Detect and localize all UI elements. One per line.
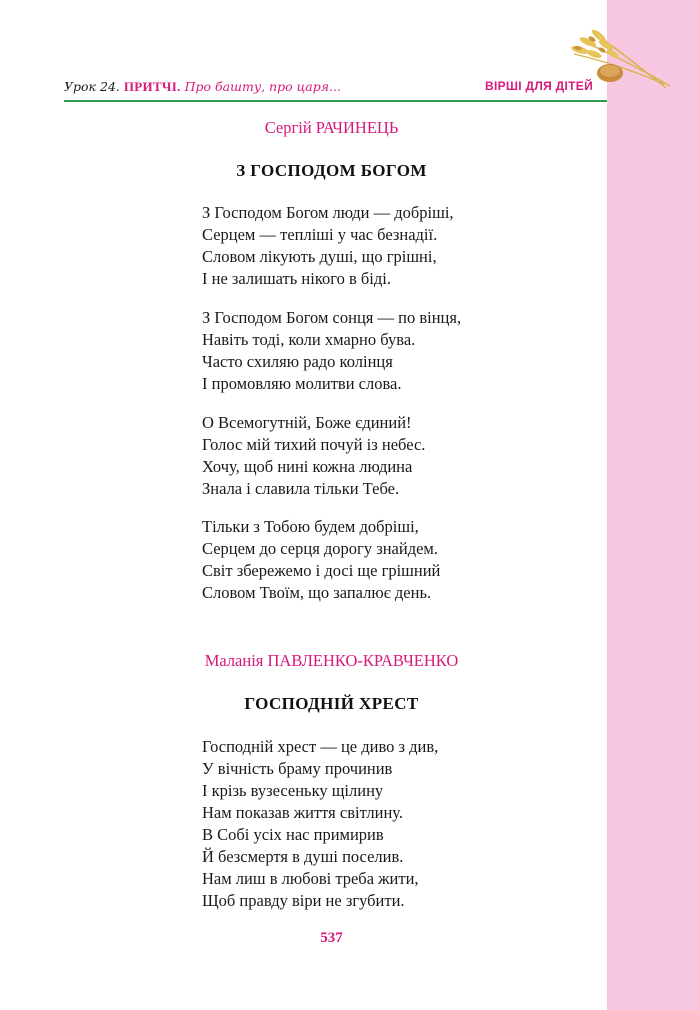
side-decorative-band [607, 0, 699, 1010]
poem-line: З Господом Богом люди — добріші, [202, 203, 454, 222]
poem-line: І не залишать нікого в біді. [202, 269, 391, 288]
poem-line: Навіть тоді, коли хмарно бува. [202, 330, 416, 349]
poem-line: Серцем — тепліші у час безнадії. [202, 225, 438, 244]
poem-line: Господній хрест — це диво з див, [202, 737, 439, 756]
running-header [64, 79, 599, 99]
poem-line: Знала і славила тільки Тебе. [202, 479, 400, 498]
poem-line: О Всемогутній, Боже єдиний! [202, 413, 412, 432]
poem-line: Хочу, щоб нині кожна людина [202, 457, 413, 476]
poem-line: Світ збережемо і досі ще грішний [202, 561, 441, 580]
lesson-label: Урок 24. [64, 79, 120, 94]
section-label: ПРИТЧІ. [123, 79, 181, 94]
poem-line: Серцем до серця дорогу знайдем. [202, 539, 438, 558]
page-number: 537 [320, 930, 343, 946]
poem-stanza [202, 202, 454, 290]
poem-line: Нам показав життя світлину. [202, 803, 403, 822]
poem-line: Тільки з Тобою будем добріші, [202, 517, 419, 536]
poem-stanza [202, 516, 440, 604]
poem-line: І крізь вузесеньку щілину [202, 781, 384, 800]
poem-line: Нам лиш в любові треба жити, [202, 869, 419, 888]
poem-line: В Собі усіх нас примирив [202, 825, 384, 844]
poem-author: Сергій РАЧИНЕЦЬ [264, 118, 399, 137]
poem-stanza [202, 736, 438, 912]
poem-line: І промовляю молитви слова. [202, 374, 402, 393]
poem-line: Щоб правду віри не згубити. [202, 891, 405, 910]
poem-line: З Господом Богом сонця — по вінця, [202, 308, 462, 327]
header-divider [64, 100, 607, 102]
section-subtitle: Про башту, про царя... [184, 79, 341, 94]
poem-line: Голос мій тихий почуй із небес. [202, 435, 426, 454]
poem-line: Словом Твоїм, що запалює день. [202, 583, 432, 602]
poem-line: Часто схиляю радо колінця [202, 352, 393, 371]
poem-title: ГОСПОДНІЙ ХРЕСТ [244, 694, 419, 713]
chapter-title: ВІРШІ ДЛЯ ДІТЕЙ [485, 79, 593, 93]
poem-author: Маланія ПАВЛЕНКО-КРАВЧЕНКО [204, 651, 459, 670]
poem-stanza [202, 412, 425, 500]
poem-stanza [202, 307, 461, 395]
poem-line: У вічність браму прочинив [202, 759, 393, 778]
poem-line: Словом лікують душі, що грішні, [202, 247, 437, 266]
poem-title: З ГОСПОДОМ БОГОМ [236, 161, 427, 180]
poem-line: Й безсмертя в душі поселив. [202, 847, 404, 866]
